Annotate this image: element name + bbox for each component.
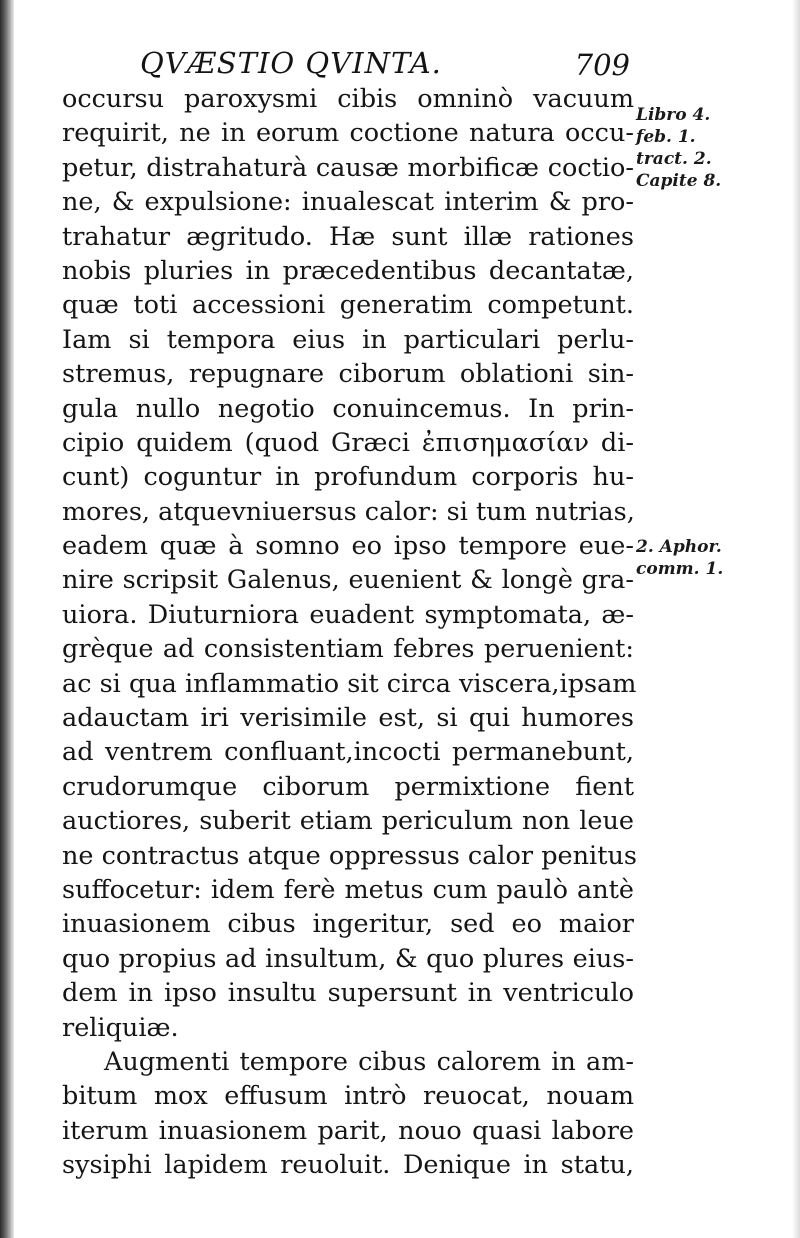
text-line: iterum inuasionem parit, nouo quasi labore bbox=[62, 1115, 634, 1146]
text-line: reliquiæ. bbox=[62, 1012, 179, 1043]
text-line: bitum mox effusum intrò reuocat, nouam bbox=[62, 1081, 634, 1112]
text-line: nire scripsit Galenus, euenient & longè gra- bbox=[62, 565, 634, 596]
text-line: occursu paroxysmi cibis omninò vacuum bbox=[62, 84, 634, 114]
margin-note-line: Capite 8. bbox=[636, 171, 722, 191]
text-line: requirit, ne in eorum coctione natura occu- bbox=[62, 118, 634, 149]
text-line: adauctam iri verisimile est, si qui humores bbox=[62, 703, 634, 734]
body-text bbox=[62, 82, 637, 1183]
page-header bbox=[60, 46, 630, 86]
text-line: quæ toti accessioni generatim competunt. bbox=[62, 290, 634, 321]
text-line: cipio quidem (quod Græci ἐπισημασίαν di- bbox=[62, 427, 634, 458]
margin-note-reference bbox=[636, 536, 786, 580]
running-head: QVÆSTIO QVINTA. bbox=[140, 46, 442, 80]
text-line: nobis pluries in præcedentibus decantatæ, bbox=[62, 255, 634, 286]
text-line: sysiphi lapidem reuoluit. Denique in statu, bbox=[62, 1150, 634, 1181]
text-line: ne, & expulsione: inualescat interim & pro- bbox=[62, 187, 634, 218]
text-line: quo propius ad insultum, & quo plures eius- bbox=[62, 943, 634, 974]
margin-note-line: tract. 2. bbox=[636, 149, 712, 169]
book-spine-shadow bbox=[0, 0, 14, 1238]
text-line: dem in ipso insultu supersunt in ventriculo bbox=[62, 978, 634, 1009]
text-line: suffocetur: idem ferè metus cum paulò antè bbox=[62, 874, 634, 905]
text-line: trahatur ægritudo. Hæ sunt illæ rationes bbox=[62, 221, 634, 252]
text-line: mores, atquevniuersus calor: si tum nutrias, bbox=[62, 496, 635, 527]
text-line: stremus, repugnare ciborum oblationi sin- bbox=[62, 359, 634, 390]
page-number: 709 bbox=[574, 48, 630, 82]
text-line: inuasionem cibus ingeritur, sed eo maior bbox=[62, 909, 634, 940]
text-line: uiora. Diuturniora euadent symptomata, æ- bbox=[62, 599, 634, 630]
text-line: grèque ad consistentiam febres peruenient: bbox=[62, 634, 634, 665]
margin-note-reference bbox=[636, 104, 786, 192]
text-line: crudorumque ciborum permixtione fient bbox=[62, 771, 634, 802]
text-line: Augmenti tempore cibus calorem in am- bbox=[104, 1046, 634, 1077]
text-line: petur, distrahaturà causæ morbificæ coctio- bbox=[62, 152, 634, 183]
text-line: cunt) coguntur in profundum corporis hu- bbox=[62, 462, 634, 493]
text-line: ad ventrem confluant,incocti permanebunt, bbox=[62, 737, 634, 768]
page-edge bbox=[792, 0, 800, 1238]
text-line: ne contractus atque oppressus calor penitus bbox=[62, 840, 637, 871]
margin-note-line: feb. 1. bbox=[636, 127, 696, 147]
text-line: ac si qua inflammatio sit circa viscera,ipsam bbox=[62, 668, 637, 699]
text-line: auctiores, suberit etiam periculum non leue bbox=[62, 806, 634, 837]
margin-note-line: 2. Aphor. bbox=[636, 537, 722, 557]
text-line: eadem quæ à somno eo ipso tempore eue- bbox=[62, 531, 634, 562]
margin-note-line: Libro 4. bbox=[636, 105, 711, 125]
text-line: Iam si tempora eius in particulari perlu- bbox=[62, 324, 634, 355]
margin-note-line: comm. 1. bbox=[636, 559, 724, 579]
text-line: gula nullo negotio conuincemus. In prin- bbox=[62, 393, 634, 424]
